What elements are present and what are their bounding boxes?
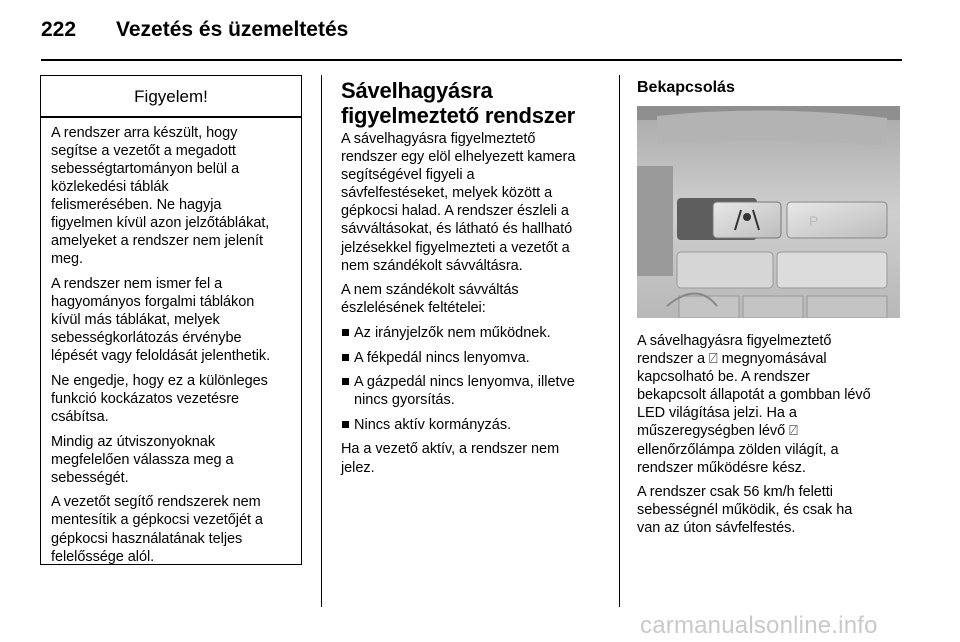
main-column <box>341 78 609 483</box>
warning-paragraph: A vezetőt segítő rendszerek nem mentesítik a gépkocsi vezetőjét a gépkocsi használatának teljes felelőssége alól. <box>51 494 263 565</box>
conditions-intro: A nem szándékolt sávváltás észlelésének feltételei: <box>341 282 519 317</box>
section-title: Sávelhagyásra figyelmeztető rendszer <box>341 78 576 128</box>
bullet-text: A gázpedál nincs lenyomva, illetve nincs gyorsítás. <box>354 374 575 409</box>
warning-title: Figyelem! <box>134 87 208 106</box>
activation-paragraph: A rendszer csak 56 km/h feletti sebességnél működik, és csak ha van az úton sávfelfestés. <box>637 484 853 537</box>
activation-column <box>637 78 903 97</box>
bullet-text: A fékpedál nincs lenyomva. <box>354 349 530 366</box>
chapter-title: Vezetés és üzemeltetés <box>116 18 349 41</box>
warning-box <box>40 75 302 565</box>
dashboard-button-photo <box>637 106 900 318</box>
section-outro: Ha a vezető aktív, a rendszer nem jelez. <box>341 441 560 476</box>
bullet-item <box>341 373 609 409</box>
bullet-text: Az irányjelzők nem működnek. <box>354 324 551 341</box>
bullet-item <box>341 324 609 342</box>
activation-paragraph: A sávelhagyásra figyelmeztető rendszer a ⍁ megnyomásával kapcsolható be. A rendszer bekapcsolt állapotát a gombban lévő LED világítása jelzi. Ha a műszeregységben lévő ⍁ ellenőrzőlámpa zölden világít, a rendszer működésre kész. <box>637 333 871 476</box>
activation-title: Bekapcsolás <box>637 79 735 96</box>
warning-paragraph: Mindig az útviszonyoknak megfelelően válassza meg a sebességét. <box>51 433 234 486</box>
activation-text <box>637 332 903 544</box>
bullet-square-icon <box>342 421 349 428</box>
bullet-square-icon <box>342 354 349 361</box>
watermark: carmanualsonline.info <box>640 612 878 639</box>
warning-body <box>41 118 301 566</box>
warning-paragraph: Ne engedje, hogy ez a különleges funkció kockázatos vezetésre csábítsa. <box>51 372 268 425</box>
bullet-square-icon <box>342 329 349 336</box>
column-divider <box>321 75 322 607</box>
park-assist-label: P <box>809 213 819 229</box>
page-number: 222 <box>41 18 77 41</box>
bullet-item <box>341 416 609 434</box>
bullet-text: Nincs aktív kormányzás. <box>354 416 512 433</box>
warning-paragraph: A rendszer arra készült, hogy segítse a vezetőt a megadott sebességtartományon belül a közlekedési táblák felismerésében. Ne hagyja figyelmen kívül azon jelzőtáblákat, amelyeket a rendszer nem jelenít meg. <box>51 124 270 268</box>
header-rule <box>41 59 902 61</box>
section-intro: A sávelhagyásra figyelmeztető rendszer egy elöl elhelyezett kamera segítségével figyeli a sávfelfestéseket, melyek között a gépkocsi halad. A rendszer észleli a sávváltásokat, és látható és hallható jelzésekkel figyelmezteti a vezetőt a nem szándékolt sávváltásra. <box>341 131 576 274</box>
bullet-item <box>341 349 609 367</box>
warning-paragraph: A rendszer nem ismer fel a hagyományos forgalmi táblákon kívül más táblákat, melyek sebességkorlátozás érvénybe lépését vagy feloldását jelenthetik. <box>51 275 271 365</box>
bullet-square-icon <box>342 378 349 385</box>
column-divider <box>619 75 620 607</box>
